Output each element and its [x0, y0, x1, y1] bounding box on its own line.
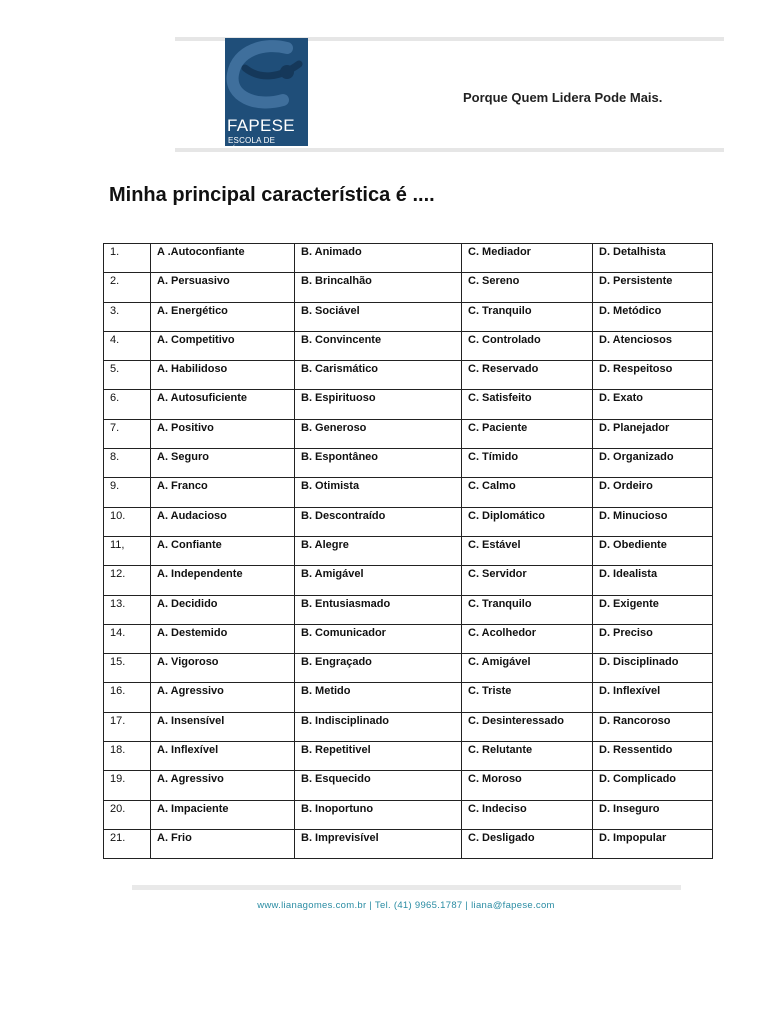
option-a: A. Agressivo — [151, 771, 295, 800]
option-c: C. Sereno — [462, 273, 593, 302]
table-row — [104, 595, 713, 624]
option-b: B. Imprevisível — [295, 829, 462, 858]
logo-name: FAPESE — [227, 116, 295, 135]
option-a: A. Energético — [151, 302, 295, 331]
option-b: B. Metido — [295, 683, 462, 712]
option-b: B. Alegre — [295, 536, 462, 565]
option-a: A. Destemido — [151, 624, 295, 653]
table-row — [104, 800, 713, 829]
option-c: C. Calmo — [462, 478, 593, 507]
option-b: B. Otimista — [295, 478, 462, 507]
option-c: C. Diplomático — [462, 507, 593, 536]
table-row — [104, 419, 713, 448]
table-row — [104, 742, 713, 771]
option-a: A. Habilidoso — [151, 361, 295, 390]
option-b: B. Inoportuno — [295, 800, 462, 829]
option-d: D. Preciso — [593, 624, 713, 653]
table-row — [104, 273, 713, 302]
option-d: D. Respeitoso — [593, 361, 713, 390]
option-b: B. Indisciplinado — [295, 712, 462, 741]
table-row — [104, 624, 713, 653]
row-number: 12. — [104, 566, 151, 595]
option-b: B. Animado — [295, 244, 462, 273]
option-c: C. Paciente — [462, 419, 593, 448]
option-c: C. Desinteressado — [462, 712, 593, 741]
option-c: C. Tranquilo — [462, 302, 593, 331]
table-row — [104, 536, 713, 565]
option-a: A .Autoconfiante — [151, 244, 295, 273]
option-b: B. Convincente — [295, 331, 462, 360]
option-d: D. Exato — [593, 390, 713, 419]
table-row — [104, 361, 713, 390]
row-number: 4. — [104, 331, 151, 360]
row-number: 13. — [104, 595, 151, 624]
row-number: 2. — [104, 273, 151, 302]
option-c: C. Moroso — [462, 771, 593, 800]
option-a: A. Audacioso — [151, 507, 295, 536]
option-d: D. Impopular — [593, 829, 713, 858]
option-c: C. Mediador — [462, 244, 593, 273]
table-row — [104, 829, 713, 858]
option-c: C. Estável — [462, 536, 593, 565]
option-d: D. Rancoroso — [593, 712, 713, 741]
option-b: B. Sociável — [295, 302, 462, 331]
option-c: C. Tímido — [462, 449, 593, 478]
option-a: A. Independente — [151, 566, 295, 595]
row-number: 10. — [104, 507, 151, 536]
tagline: Porque Quem Lidera Pode Mais. — [463, 90, 663, 105]
option-b: B. Esquecido — [295, 771, 462, 800]
row-number: 18. — [104, 742, 151, 771]
footer-contact: www.lianagomes.com.br | Tel. (41) 9965.1787 | liana@fapese.com — [257, 900, 555, 911]
option-d: D. Ressentido — [593, 742, 713, 771]
row-number: 3. — [104, 302, 151, 331]
option-c: C. Controlado — [462, 331, 593, 360]
table-row — [104, 478, 713, 507]
option-a: A. Competitivo — [151, 331, 295, 360]
option-c: C. Triste — [462, 683, 593, 712]
table-row — [104, 244, 713, 273]
option-a: A. Franco — [151, 478, 295, 507]
row-number: 20. — [104, 800, 151, 829]
option-a: A. Insensível — [151, 712, 295, 741]
row-number: 8. — [104, 449, 151, 478]
option-a: A. Seguro — [151, 449, 295, 478]
option-c: C. Tranquilo — [462, 595, 593, 624]
fapese-logo — [225, 38, 308, 146]
table-row — [104, 712, 713, 741]
row-number: 9. — [104, 478, 151, 507]
option-c: C. Satisfeito — [462, 390, 593, 419]
option-d: D. Minucioso — [593, 507, 713, 536]
traits-table — [103, 243, 713, 859]
option-d: D. Planejador — [593, 419, 713, 448]
row-number: 19. — [104, 771, 151, 800]
option-a: A. Impaciente — [151, 800, 295, 829]
row-number: 6. — [104, 390, 151, 419]
option-b: B. Comunicador — [295, 624, 462, 653]
table-row — [104, 771, 713, 800]
row-number: 17. — [104, 712, 151, 741]
table-row — [104, 449, 713, 478]
header-bottom-rule — [175, 148, 724, 152]
table-row — [104, 331, 713, 360]
option-c: C. Desligado — [462, 829, 593, 858]
option-a: A. Persuasivo — [151, 273, 295, 302]
option-b: B. Espontâneo — [295, 449, 462, 478]
option-d: D. Inflexível — [593, 683, 713, 712]
option-b: B. Carismático — [295, 361, 462, 390]
logo-subtitle: ESCOLA DE — [228, 136, 276, 145]
row-number: 7. — [104, 419, 151, 448]
row-number: 11, — [104, 536, 151, 565]
option-d: D. Obediente — [593, 536, 713, 565]
option-a: A. Inflexível — [151, 742, 295, 771]
option-c: C. Relutante — [462, 742, 593, 771]
option-b: B. Brincalhão — [295, 273, 462, 302]
option-a: A. Frio — [151, 829, 295, 858]
option-c: C. Servidor — [462, 566, 593, 595]
row-number: 14. — [104, 624, 151, 653]
option-c: C. Amigável — [462, 654, 593, 683]
option-b: B. Repetitivel — [295, 742, 462, 771]
option-b: B. Generoso — [295, 419, 462, 448]
option-d: D. Exigente — [593, 595, 713, 624]
table-row — [104, 507, 713, 536]
table-row — [104, 683, 713, 712]
option-c: C. Reservado — [462, 361, 593, 390]
table-row — [104, 566, 713, 595]
row-number: 5. — [104, 361, 151, 390]
option-a: A. Confiante — [151, 536, 295, 565]
option-d: D. Complicado — [593, 771, 713, 800]
option-d: D. Metódico — [593, 302, 713, 331]
option-a: A. Autosuficiente — [151, 390, 295, 419]
row-number: 1. — [104, 244, 151, 273]
table-row — [104, 390, 713, 419]
option-c: C. Acolhedor — [462, 624, 593, 653]
option-a: A. Decidido — [151, 595, 295, 624]
footer-rule — [132, 885, 681, 890]
option-a: A. Vigoroso — [151, 654, 295, 683]
option-d: D. Persistente — [593, 273, 713, 302]
option-a: A. Positivo — [151, 419, 295, 448]
option-d: D. Idealista — [593, 566, 713, 595]
option-d: D. Inseguro — [593, 800, 713, 829]
option-d: D. Ordeiro — [593, 478, 713, 507]
option-d: D. Disciplinado — [593, 654, 713, 683]
option-b: B. Descontraído — [295, 507, 462, 536]
option-d: D. Organizado — [593, 449, 713, 478]
table-row — [104, 302, 713, 331]
option-b: B. Espirituoso — [295, 390, 462, 419]
option-b: B. Entusiasmado — [295, 595, 462, 624]
option-b: B. Amigável — [295, 566, 462, 595]
option-a: A. Agressivo — [151, 683, 295, 712]
row-number: 21. — [104, 829, 151, 858]
option-c: C. Indeciso — [462, 800, 593, 829]
page-title: Minha principal característica é .... — [109, 184, 435, 206]
option-b: B. Engraçado — [295, 654, 462, 683]
option-d: D. Detalhista — [593, 244, 713, 273]
table-row — [104, 654, 713, 683]
row-number: 16. — [104, 683, 151, 712]
row-number: 15. — [104, 654, 151, 683]
option-d: D. Atenciosos — [593, 331, 713, 360]
